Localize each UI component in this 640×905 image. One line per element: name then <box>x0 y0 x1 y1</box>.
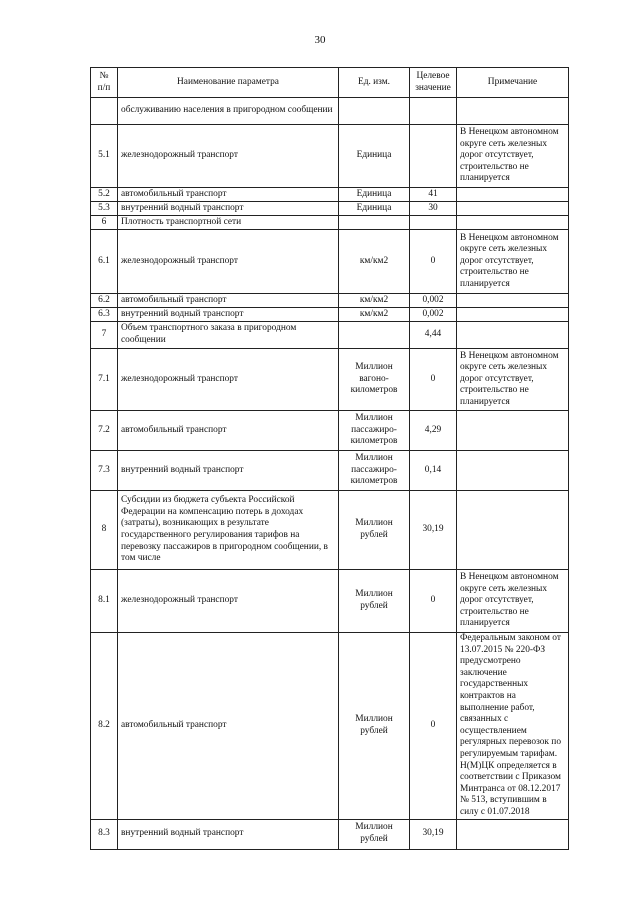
target-value: 0,002 <box>410 294 457 308</box>
note <box>457 322 569 349</box>
row-number: 5.1 <box>91 125 118 188</box>
target-value <box>410 125 457 188</box>
page-number: 30 <box>314 34 326 46</box>
row-number: 6.3 <box>91 308 118 322</box>
unit <box>339 322 410 349</box>
row-number: 7 <box>91 322 118 349</box>
table-row <box>91 308 569 322</box>
unit: Миллион вагоно-километров <box>339 349 410 411</box>
note: В Ненецком автономном округе сеть железных дорог отсутствует, строительство не планируется <box>457 125 569 188</box>
note <box>457 491 569 570</box>
row-number: 8 <box>91 491 118 570</box>
target-value: 41 <box>410 188 457 202</box>
parameter-name: Объем транспортного заказа в пригородном сообщении <box>118 322 339 349</box>
target-value <box>410 98 457 125</box>
note <box>457 819 569 849</box>
parameter-name: автомобильный транспорт <box>118 633 339 820</box>
row-number: 5.2 <box>91 188 118 202</box>
table-row <box>91 570 569 633</box>
note <box>457 294 569 308</box>
parameter-name: внутренний водный транспорт <box>118 819 339 849</box>
parameters-table <box>90 67 569 850</box>
parameter-name: железнодорожный транспорт <box>118 570 339 633</box>
note <box>457 308 569 322</box>
target-value: 0 <box>410 230 457 294</box>
target-value: 30 <box>410 202 457 216</box>
note <box>457 202 569 216</box>
unit: Миллион рублей <box>339 491 410 570</box>
unit: Единица <box>339 125 410 188</box>
row-number: 7.2 <box>91 411 118 451</box>
header-note: Примечание <box>457 68 569 98</box>
table-row <box>91 188 569 202</box>
row-number: 6.2 <box>91 294 118 308</box>
header-value: Целевое значение <box>410 68 457 98</box>
parameter-name: внутренний водный транспорт <box>118 308 339 322</box>
header-name: Наименование параметра <box>118 68 339 98</box>
unit: Миллион рублей <box>339 633 410 820</box>
target-value: 0,002 <box>410 308 457 322</box>
parameter-name: железнодорожный транспорт <box>118 349 339 411</box>
note: В Ненецком автономном округе сеть железных дорог отсутствует, строительство не планируется <box>457 570 569 633</box>
parameter-name: внутренний водный транспорт <box>118 202 339 216</box>
row-number: 7.3 <box>91 451 118 491</box>
row-number <box>91 98 118 125</box>
unit: Единица <box>339 188 410 202</box>
table-row <box>91 451 569 491</box>
table-header-row <box>91 68 569 98</box>
parameter-name: автомобильный транспорт <box>118 294 339 308</box>
table-row <box>91 294 569 308</box>
parameter-name: обслуживанию населения в пригородном сообщении <box>118 98 339 125</box>
target-value <box>410 216 457 230</box>
row-number: 7.1 <box>91 349 118 411</box>
unit <box>339 98 410 125</box>
header-num: № п/п <box>91 68 118 98</box>
target-value: 4,44 <box>410 322 457 349</box>
note <box>457 216 569 230</box>
table-row <box>91 216 569 230</box>
unit: Миллион рублей <box>339 819 410 849</box>
row-number: 8.2 <box>91 633 118 820</box>
target-value: 0 <box>410 349 457 411</box>
table-row <box>91 98 569 125</box>
table-row <box>91 322 569 349</box>
unit: км/км2 <box>339 308 410 322</box>
parameter-name: автомобильный транспорт <box>118 188 339 202</box>
header-unit: Ед. изм. <box>339 68 410 98</box>
target-value: 0,14 <box>410 451 457 491</box>
parameter-name: Субсидии из бюджета субъекта Российской Федерации на компенсацию потерь в доходах (затраты), возникающих в результате государственного регулирования тарифов на перевозку пассажиров в пригородном сообщении, в том числе <box>118 491 339 570</box>
unit: км/км2 <box>339 294 410 308</box>
parameter-name: внутренний водный транспорт <box>118 451 339 491</box>
row-number: 6.1 <box>91 230 118 294</box>
target-value: 30,19 <box>410 491 457 570</box>
unit: Единица <box>339 202 410 216</box>
parameter-name: автомобильный транспорт <box>118 411 339 451</box>
note: Федеральным законом от 13.07.2015 № 220-ФЗ предусмотрено заключение государственных контрактов на выполнение работ, связанных с осуществлением регулярных перевозок по регулируемым тарифам. Н(М)ЦК определяется в соответствии с Приказом Минтранса от 08.12.2017 № 513, вступившим в силу с 01.07.2018 <box>457 633 569 820</box>
note <box>457 411 569 451</box>
row-number: 6 <box>91 216 118 230</box>
note: В Ненецком автономном округе сеть железных дорог отсутствует, строительство не планируется <box>457 230 569 294</box>
row-number: 5.3 <box>91 202 118 216</box>
note: В Ненецком автономном округе сеть железных дорог отсутствует, строительство не планируется <box>457 349 569 411</box>
target-value: 0 <box>410 570 457 633</box>
parameter-name: железнодорожный транспорт <box>118 230 339 294</box>
table-row <box>91 349 569 411</box>
note <box>457 451 569 491</box>
note <box>457 98 569 125</box>
table-row <box>91 491 569 570</box>
parameter-name: железнодорожный транспорт <box>118 125 339 188</box>
table-row <box>91 633 569 820</box>
row-number: 8.1 <box>91 570 118 633</box>
unit: Миллион пассажиро-километров <box>339 411 410 451</box>
table-row <box>91 819 569 849</box>
parameter-name: Плотность транспортной сети <box>118 216 339 230</box>
unit: км/км2 <box>339 230 410 294</box>
target-value: 0 <box>410 633 457 820</box>
unit: Миллион рублей <box>339 570 410 633</box>
table-row <box>91 125 569 188</box>
table-row <box>91 202 569 216</box>
row-number: 8.3 <box>91 819 118 849</box>
target-value: 4,29 <box>410 411 457 451</box>
note <box>457 188 569 202</box>
unit: Миллион пассажиро-километров <box>339 451 410 491</box>
unit <box>339 216 410 230</box>
table-row <box>91 411 569 451</box>
target-value: 30,19 <box>410 819 457 849</box>
table-row <box>91 230 569 294</box>
